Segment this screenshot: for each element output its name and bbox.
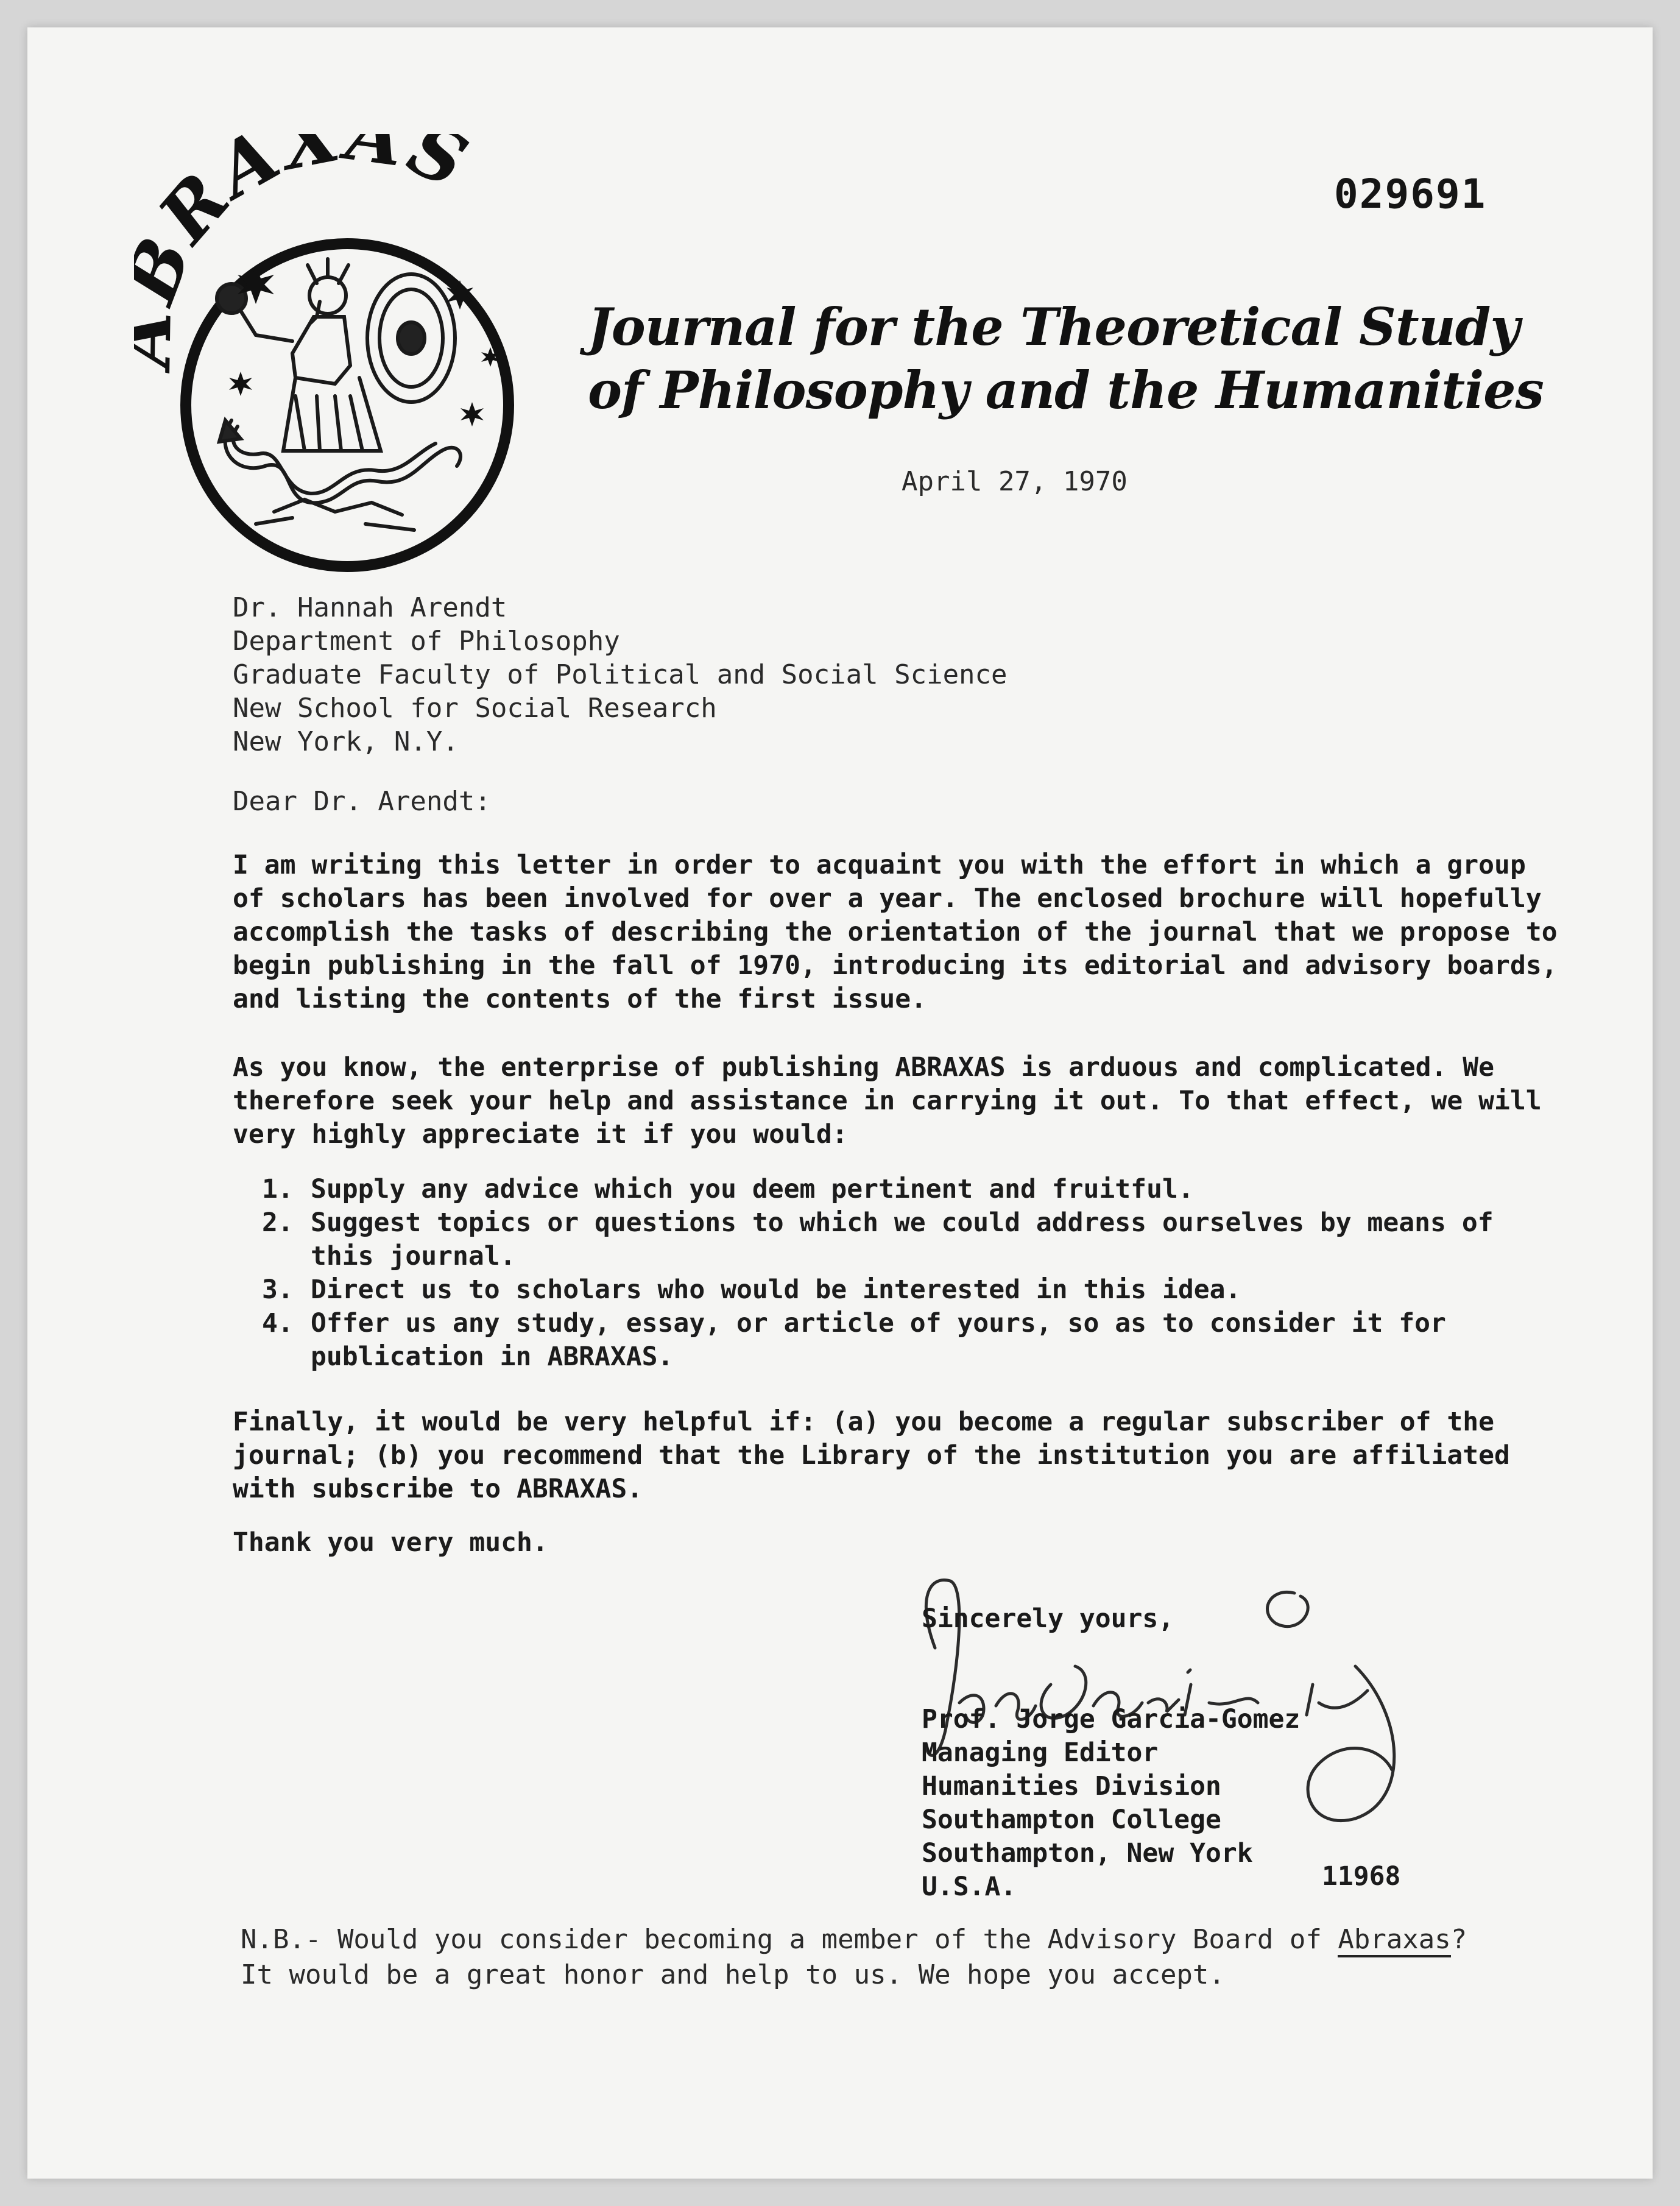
list-item (262, 1173, 1494, 1206)
address-line: Dr. Hannah Arendt (233, 592, 507, 623)
nb-line-1 (241, 1922, 1467, 1957)
list-item-text: this journal. (311, 1241, 516, 1271)
closing-line: Prof. Jorge Garcia-Gomez (922, 1704, 1301, 1734)
nb-text: ? (1450, 1924, 1467, 1955)
closing-line: U.S.A. (922, 1872, 1017, 1902)
address-line: Department of Philosophy (233, 626, 620, 657)
list-item-number: 3. (262, 1274, 294, 1305)
recipient-address (233, 591, 1008, 758)
list-item-number: 2. (262, 1207, 294, 1238)
closing-line: Southampton College (922, 1805, 1221, 1835)
journal-title (588, 295, 1623, 422)
closing-line: Humanities Division (922, 1771, 1221, 1801)
text-line: accomplish the tasks of describing the orientation of the journal that we propose to (233, 917, 1558, 947)
list-item-text: Supply any advice which you deem pertinent and fruitful. (311, 1174, 1194, 1204)
text-line: begin publishing in the fall of 1970, introducing its editorial and advisory boards, (233, 950, 1558, 981)
svg-text:ABRAXAS (134, 134, 483, 374)
list-item-number: 4. (262, 1308, 294, 1338)
salutation: Dear Dr. Arendt: (233, 786, 491, 817)
text-line: As you know, the enterprise of publishing ABRAXAS is arduous and complicated. We (233, 1052, 1495, 1083)
document-number: 029691 (1334, 171, 1487, 217)
paragraph-2 (233, 1051, 1542, 1151)
closing-line: Southampton, New York (922, 1838, 1253, 1868)
list-item (262, 1307, 1494, 1374)
list-item-text: Offer us any study, essay, or article of yours, so as to consider it for (311, 1308, 1446, 1338)
logo-wordmark: RAXAS (142, 134, 483, 258)
list-item (262, 1206, 1494, 1273)
letter-date: April 27, 1970 (902, 466, 1128, 497)
abraxas-figure-icon (134, 134, 554, 585)
abraxas-logo (134, 134, 554, 585)
letter-page (27, 27, 1653, 2179)
list-item-text: publication in ABRAXAS. (311, 1342, 674, 1372)
text-line: journal; (b) you recommend that the Library of the institution you are affiliated (233, 1440, 1510, 1471)
text-line: therefore seek your help and assistance in carrying it out. To that effect, we will (233, 1086, 1542, 1116)
journal-title-line-1: Journal for the Theoretical Study (588, 297, 1520, 357)
list-item-text: Direct us to scholars who would be interested in this idea. (311, 1274, 1241, 1305)
list-item-text: Suggest topics or questions to which we could address ourselves by means of (311, 1207, 1494, 1238)
text-line: and listing the contents of the first issue. (233, 984, 927, 1014)
nb-underlined-word: Abraxas (1338, 1924, 1450, 1957)
thanks-line: Thank you very much. (233, 1527, 548, 1558)
address-line: Graduate Faculty of Political and Social Science (233, 659, 1008, 690)
closing-line: Managing Editor (922, 1738, 1159, 1768)
text-line: very highly appreciate it if you would: (233, 1119, 848, 1150)
paragraph-3 (233, 1405, 1510, 1506)
zip-code: 11968 (1322, 1861, 1401, 1892)
text-line: of scholars has been involved for over a year. The enclosed brochure will hopefully (233, 883, 1542, 914)
signature-space (922, 1636, 1300, 1703)
nb-text: N.B.- Would you consider becoming a member of the Advisory Board of (241, 1924, 1338, 1955)
list-item-number: 1. (262, 1174, 294, 1204)
nota-bene (241, 1922, 1467, 1993)
closing-block (922, 1602, 1300, 1904)
nb-line-2: It would be a great honor and help to us. We hope you accept. (241, 1959, 1225, 1990)
address-line: New School for Social Research (233, 693, 717, 724)
text-line: I am writing this letter in order to acquaint you with the effort in which a group (233, 850, 1526, 880)
address-line: New York, N.Y. (233, 726, 459, 757)
list-item (262, 1273, 1494, 1307)
journal-title-line-2: of Philosophy and the Humanities (588, 360, 1544, 420)
request-list (262, 1173, 1494, 1374)
paragraph-1 (233, 849, 1558, 1016)
sign-off: Sincerely yours, (922, 1603, 1174, 1634)
text-line: with subscribe to ABRAXAS. (233, 1474, 643, 1504)
text-line: Finally, it would be very helpful if: (a) you become a regular subscriber of the (233, 1407, 1495, 1437)
